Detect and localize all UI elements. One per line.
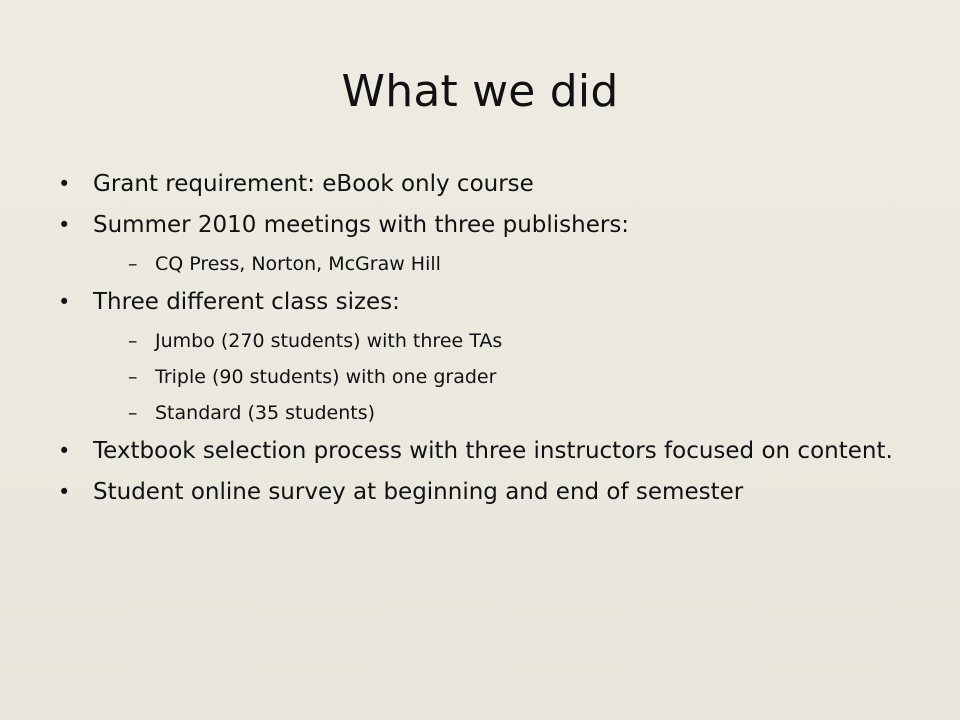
sub-bullet-text: Standard (35 students) xyxy=(155,402,376,424)
dash-marker: – xyxy=(128,253,138,275)
sub-bullet-text: Jumbo (270 students) with three TAs xyxy=(155,330,503,352)
bullet-marker: • xyxy=(58,172,71,196)
bullet-text: Three different class sizes: xyxy=(93,289,400,315)
dash-marker: – xyxy=(128,366,138,388)
sub-bullet-item xyxy=(58,252,918,276)
dash-marker: – xyxy=(128,330,138,352)
sub-bullet-text: Triple (90 students) with one grader xyxy=(155,366,497,388)
dash-marker: – xyxy=(128,402,138,424)
bullet-marker: • xyxy=(58,480,71,504)
sub-bullet-text: CQ Press, Norton, McGraw Hill xyxy=(155,253,441,275)
sub-bullet-item xyxy=(58,365,918,389)
bullet-text: Summer 2010 meetings with three publishers: xyxy=(93,212,630,238)
bullet-item xyxy=(58,437,918,466)
bullet-item xyxy=(58,211,918,240)
bullet-item xyxy=(58,170,918,199)
slide-title: What we did xyxy=(341,66,619,117)
bullet-text: Grant requirement: eBook only course xyxy=(93,171,534,197)
bullet-list xyxy=(58,170,918,507)
bullet-marker: • xyxy=(58,290,71,314)
bullet-marker: • xyxy=(58,439,71,463)
bullet-text: Textbook selection process with three instructors focused on content. xyxy=(93,438,893,464)
bullet-marker: • xyxy=(58,213,71,237)
bullet-text: Student online survey at beginning and end of semester xyxy=(93,479,744,505)
bullet-item xyxy=(58,288,918,317)
sub-bullet-item xyxy=(58,401,918,425)
bullet-item xyxy=(58,478,918,507)
sub-bullet-item xyxy=(58,329,918,353)
